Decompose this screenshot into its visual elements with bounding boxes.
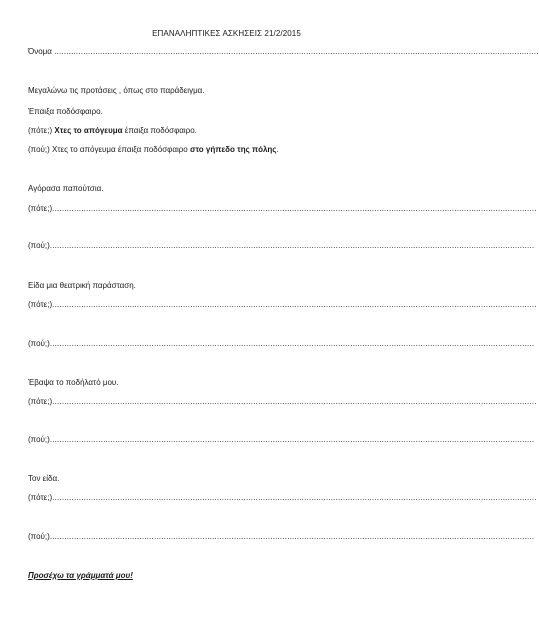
instruction: Μεγαλώνω τις προτάσεις , όπως στο παράδειγμα. [28, 86, 205, 95]
when-label: (πότε;) [28, 204, 53, 213]
exercise-1-when [28, 204, 537, 214]
footer-note: Προσέχω τα γράμματά μου! [28, 571, 133, 580]
answer-blank[interactable]: ........................................................................................................................................................................................................ [49, 435, 535, 444]
example-where-bold: στο γήπεδο της πόλης [189, 145, 277, 154]
exercise-2-where [28, 339, 535, 349]
name-blank[interactable]: ........................................................................................................................................................................................................ [54, 47, 539, 56]
answer-blank[interactable]: ........................................................................................................................................................................................................ [49, 241, 535, 250]
example-where [28, 145, 279, 155]
when-label: (πότε;) [28, 493, 53, 502]
exercise-1-sentence: Αγόρασα παπούτσια. [28, 184, 104, 193]
exercise-4-where [28, 532, 535, 542]
when-label: (πότε;) [28, 300, 53, 309]
where-label: (πού;) [28, 532, 50, 541]
example-when-bold: Χτες το απόγευμα [54, 126, 123, 135]
exercise-2-sentence: Είδα μια θεατρική παράσταση. [28, 281, 136, 290]
name-line [28, 47, 539, 57]
example-when-prefix: (πότε;) [28, 126, 53, 135]
exercise-4-when [28, 493, 537, 503]
exercise-3-where [28, 435, 535, 445]
example-when [28, 126, 197, 136]
answer-blank[interactable]: ........................................................................................................................................................................................................ [49, 532, 535, 541]
exercise-3-when [28, 397, 537, 407]
example-where-end: . [276, 145, 279, 154]
answer-blank[interactable]: ........................................................................................................................................................................................................ [52, 397, 537, 406]
example-where-prefix: (πού;) Χτες το απόγευμα έπαιξα ποδόσφαιρο [28, 145, 188, 154]
where-label: (πού;) [28, 435, 50, 444]
example-when-rest: έπαιξα ποδόσφαιρο. [124, 126, 197, 135]
where-label: (πού;) [28, 241, 50, 250]
when-label: (πότε;) [28, 397, 53, 406]
exercise-4-sentence: Τον είδα. [28, 474, 60, 483]
exercise-3-sentence: Έβαψα το ποδήλατό μου. [28, 378, 119, 387]
answer-blank[interactable]: ........................................................................................................................................................................................................ [52, 493, 537, 502]
where-label: (πού;) [28, 339, 50, 348]
exercise-1-where [28, 241, 535, 251]
answer-blank[interactable]: ........................................................................................................................................................................................................ [52, 204, 537, 213]
page-title: ΕΠΑΝΑΛΗΠΤΙΚΕΣ ΑΣΚΗΣΕΙΣ 21/2/2015 [152, 29, 301, 38]
example-sentence: Έπαιξα ποδόσφαιρο. [28, 107, 103, 116]
name-label: Όνομα [28, 47, 52, 56]
exercise-2-when [28, 300, 537, 310]
answer-blank[interactable]: ........................................................................................................................................................................................................ [49, 339, 535, 348]
answer-blank[interactable]: ........................................................................................................................................................................................................ [52, 300, 537, 309]
